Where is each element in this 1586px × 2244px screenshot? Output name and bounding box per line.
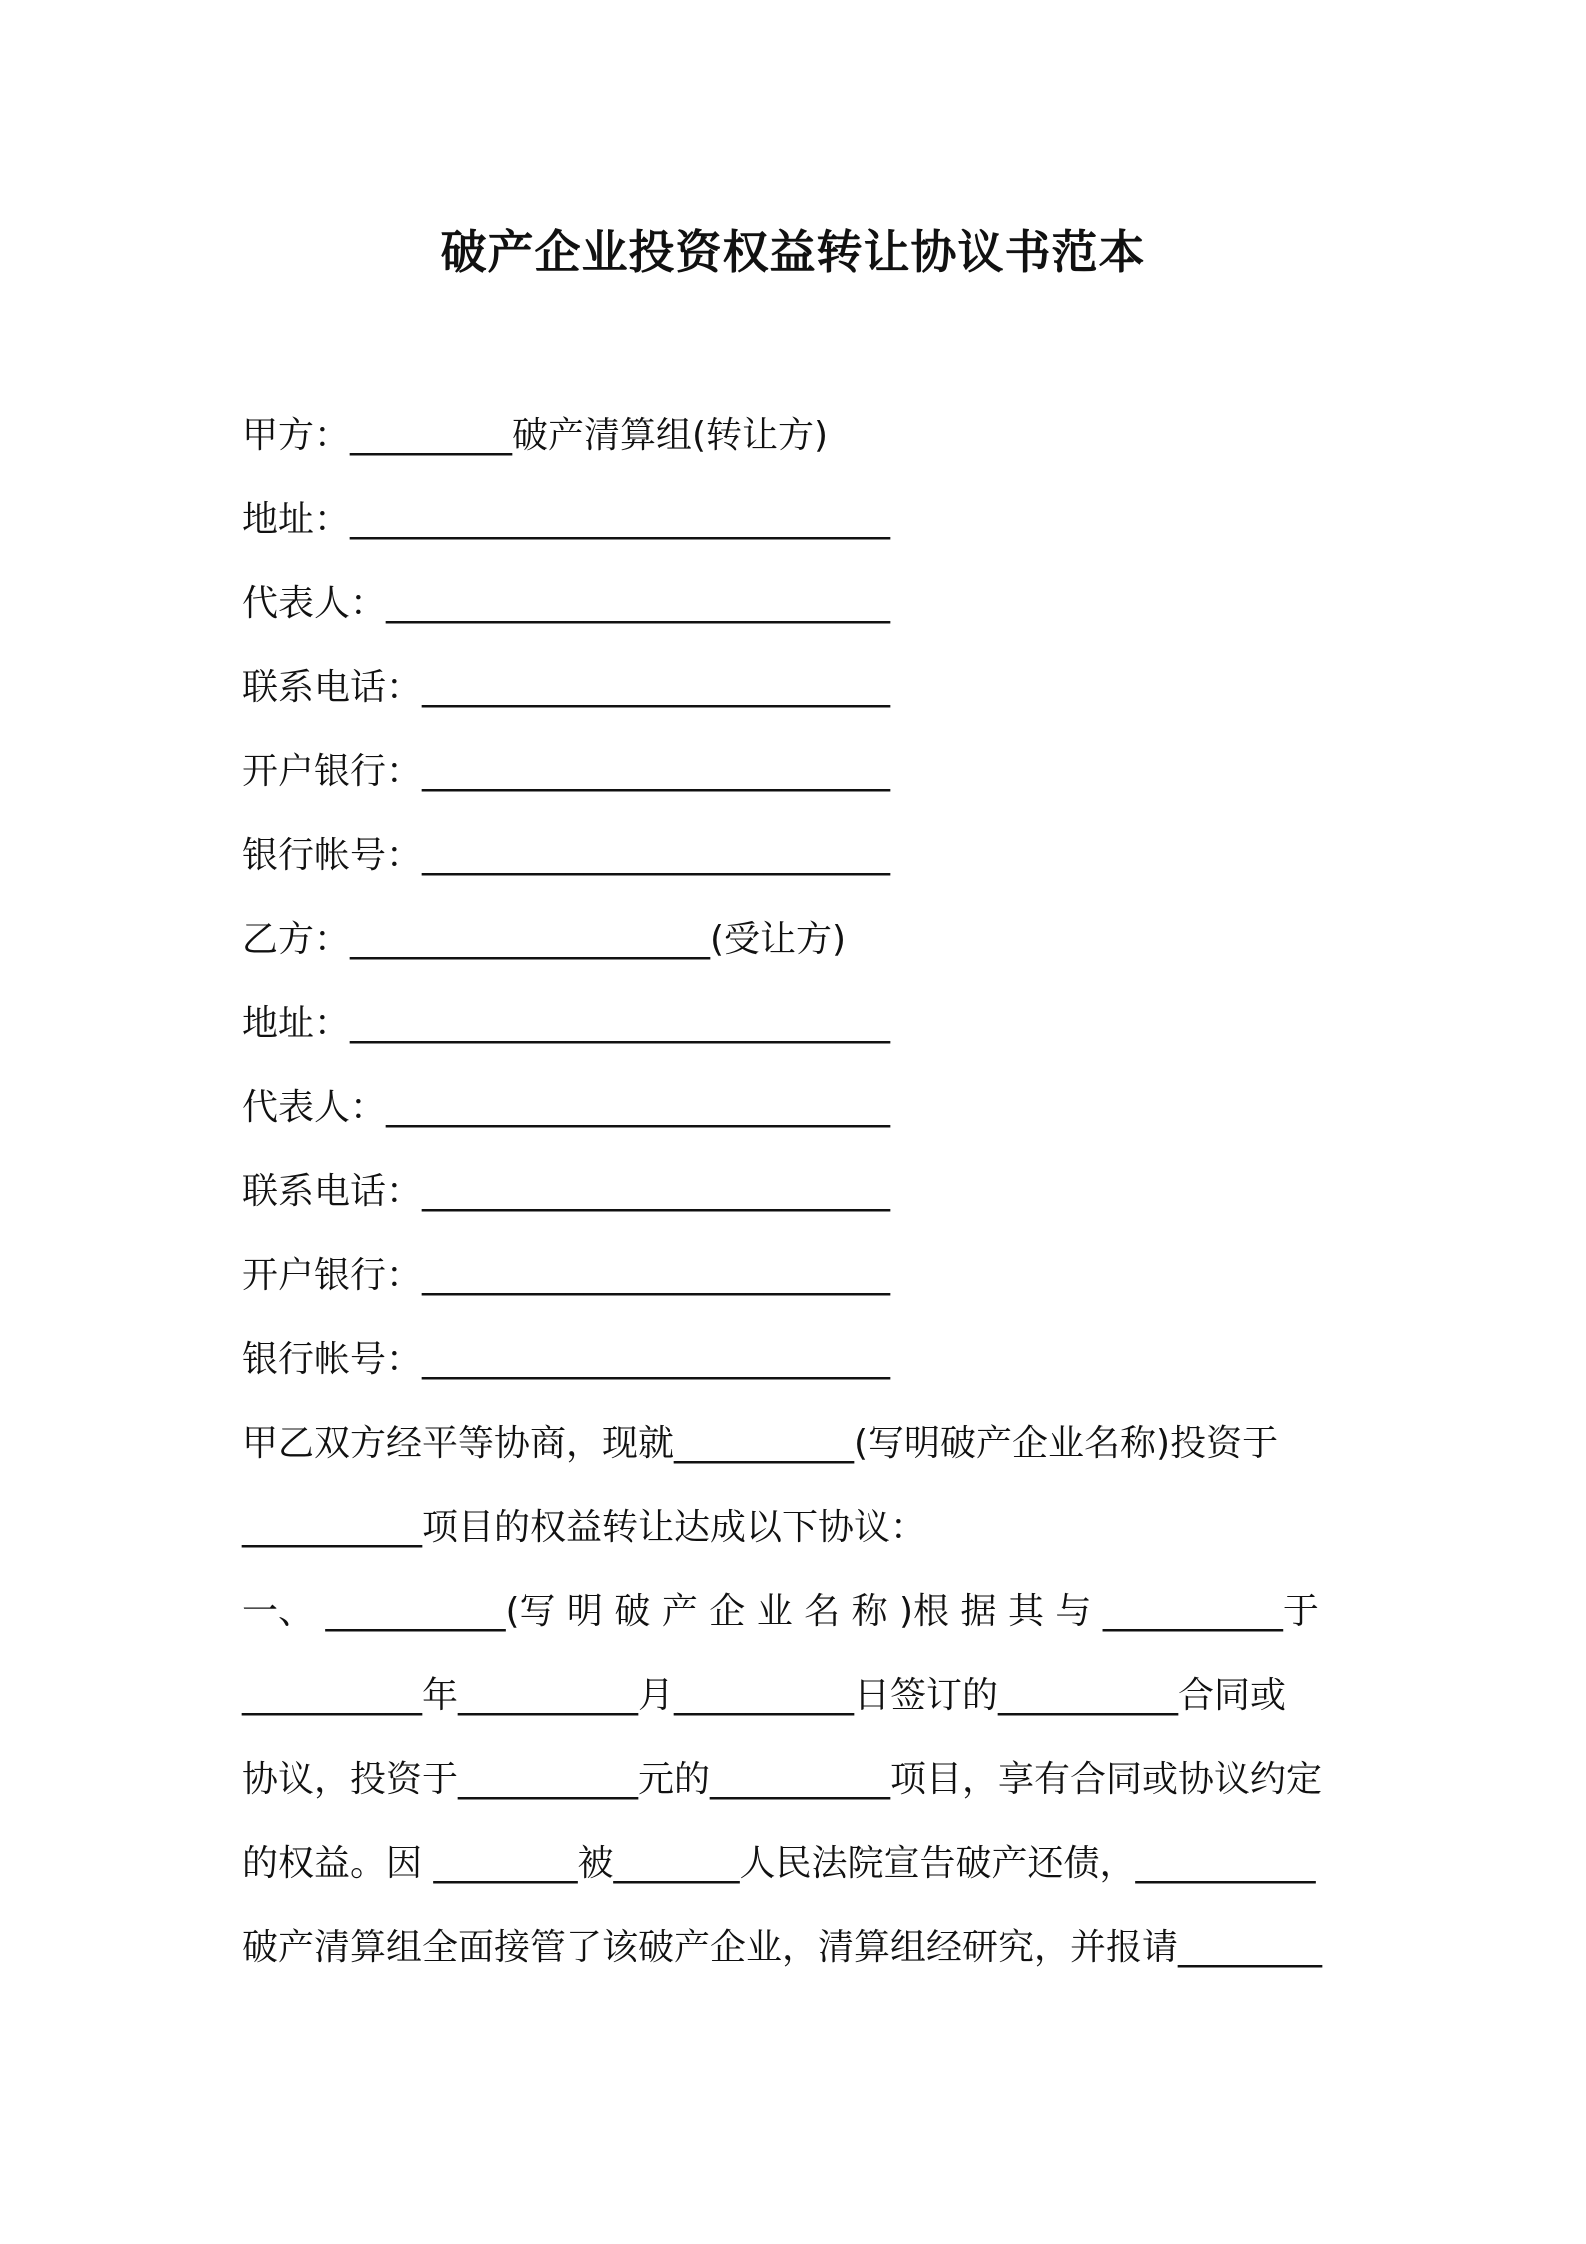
party-b-line: 乙方：____________________(受让方)	[242, 919, 847, 960]
clause-1-line-5: 破产清算组全面接管了该破产企业，清算组经研究，并报请________	[242, 1927, 1323, 1968]
preamble-line-1: 甲乙双方经平等协商，现就__________(写明破产企业名称)投资于	[242, 1423, 1279, 1464]
clause-1-line-2: __________年__________月__________日签订的__________合同或	[242, 1675, 1287, 1716]
clause-1-line-4: 的权益。因 ________被_______人民法院宣告破产还债，__________	[242, 1843, 1316, 1884]
party-a-address-line: 地址：______________________________	[242, 499, 891, 540]
party-b-phone-line: 联系电话：__________________________	[242, 1171, 891, 1212]
party-a-bank-line: 开户银行：__________________________	[242, 751, 891, 792]
clause-1-line-3: 协议，投资于__________元的__________项目，享有合同或协议约定	[242, 1759, 1323, 1800]
party-b-bank-line: 开户银行：__________________________	[242, 1255, 891, 1296]
party-a-representative-line: 代表人：____________________________	[242, 583, 891, 624]
document-title: 破产企业投资权益转让协议书范本	[440, 225, 1146, 279]
preamble-line-2: __________项目的权益转让达成以下协议：	[242, 1507, 927, 1548]
party-b-account-line: 银行帐号：__________________________	[242, 1339, 891, 1380]
party-b-address-line: 地址：______________________________	[242, 1003, 891, 1044]
party-b-representative-line: 代表人：____________________________	[242, 1087, 891, 1128]
party-a-account-line: 银行帐号：__________________________	[242, 835, 891, 876]
party-a-line: 甲方：_________破产清算组(转让方)	[242, 415, 829, 456]
party-a-phone-line: 联系电话：__________________________	[242, 667, 891, 708]
clause-1-line-1: 一、 __________(写 明 破 产 企 业 名 称 )根 据 其 与 __________于	[242, 1591, 1319, 1632]
